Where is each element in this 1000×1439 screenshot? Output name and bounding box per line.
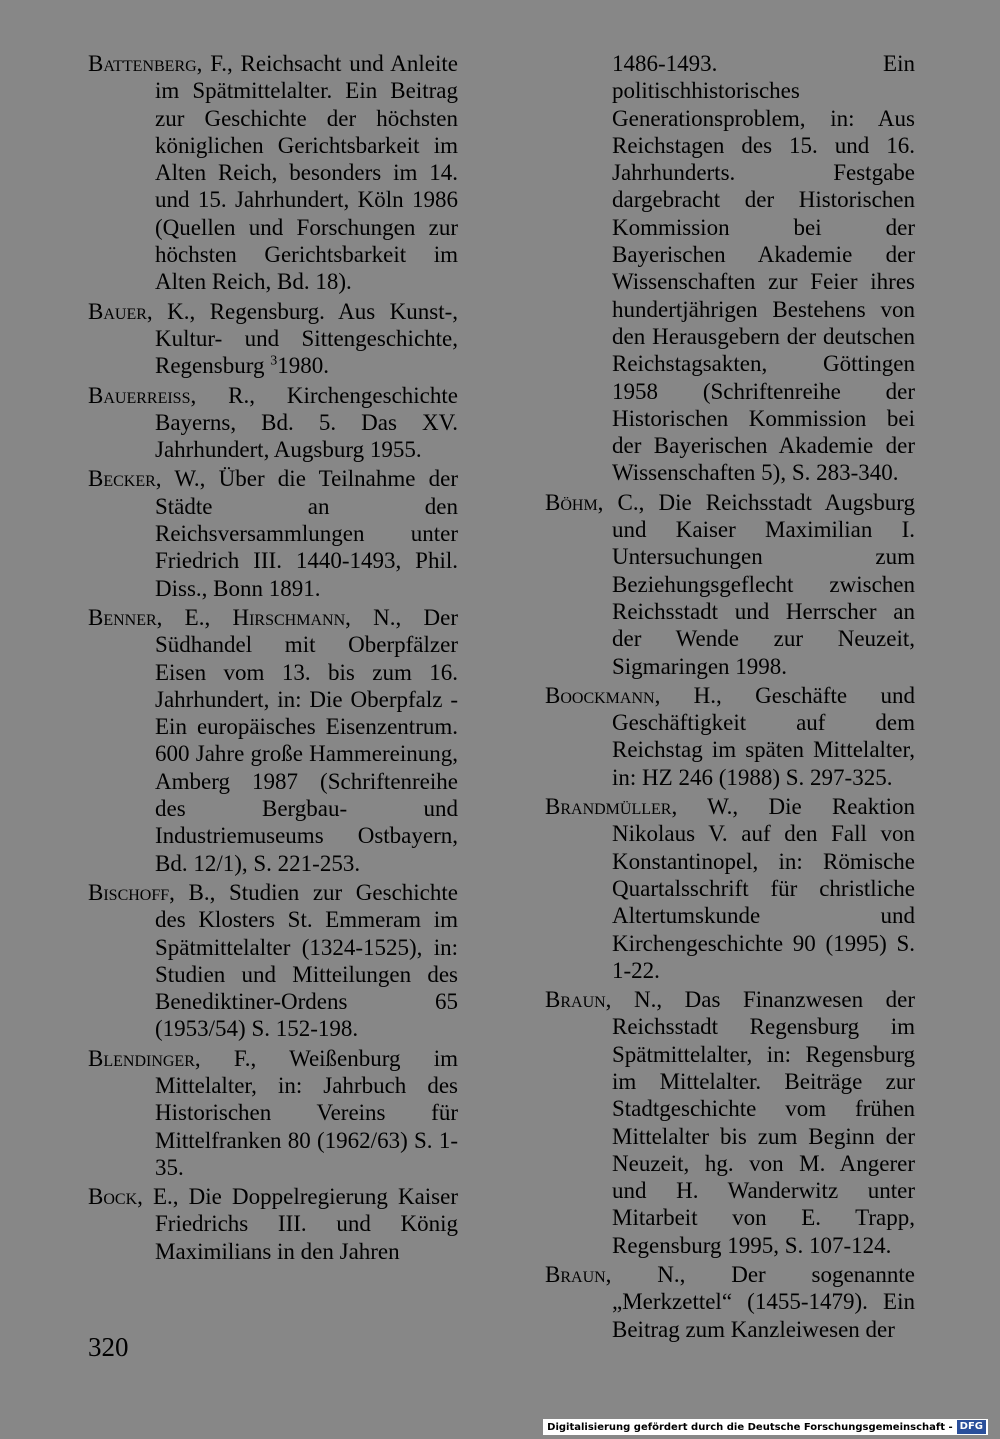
entry-author: Battenberg, F., <box>88 51 233 76</box>
left-column <box>88 50 458 1267</box>
entry-text: Regensburg. Aus Kunst-, Kultur- und Sittengeschichte, Regensburg <box>155 298 458 379</box>
bibliography-entry <box>88 50 458 296</box>
edition-superscript: 3 <box>270 353 278 369</box>
entry-text: Der sogenannte „Merkzettel“ (1455-1479). Ein Beitrag zum Kanzleiwesen der <box>612 1262 915 1342</box>
bibliography-entry <box>545 489 915 680</box>
bibliography-entry <box>88 879 458 1043</box>
bibliography-entry <box>88 604 458 877</box>
entry-text: Die Reichsstadt Augsburg und Kaiser Maximilian I. Untersuchungen zum Beziehungsgeflecht zwischen Reichsstadt und Herrscher an der Wende zur Neuzeit, Sigmaringen 1998. <box>612 489 915 679</box>
bibliography-entry <box>88 465 458 601</box>
entry-text: Studien zur Geschichte des Klosters St. Emmeram im Spätmittelalter (1324-1525), in: Studien und Mitteilungen des Benediktiner-Ordens 65 (1953/54) S. 152-198. <box>155 879 458 1042</box>
bibliography-entry <box>545 986 915 1259</box>
entry-text: Der Südhandel mit Oberpfälzer Eisen vom 13. bis zum 16. Jahrhundert, in: Die Oberpfalz - Ein europäisches Eisenzentrum. 600 Jahre große Hammereinung, Amberg 1987 (Schriftenreihe des Bergbau- und Industriemuseums Ostbayern, Bd. 12/1), S. 221-253. <box>155 604 458 876</box>
entry-text: Über die Teilnahme der Städte an den Reichsversammlungen unter Friedrich III. 1440-1493, Phil. Diss., Bonn 1891. <box>155 466 458 601</box>
bibliography-entry <box>545 682 915 791</box>
entry-author: Braun, N., <box>545 987 663 1013</box>
page-number: 320 <box>88 1332 129 1362</box>
entry-author: Bauerreiss, R., <box>88 382 255 408</box>
digitization-footer <box>543 1419 988 1435</box>
entry-text: Geschäfte und Geschäftigkeit auf dem Reichstag im späten Mittelalter, in: HZ 246 (1988) S. 297-325. <box>612 682 915 790</box>
entry-author: Bischoff, B., <box>88 879 216 905</box>
entry-author: Blendinger, F., <box>88 1045 257 1071</box>
entry-author: Brandmüller, W., <box>545 794 739 820</box>
bibliography-entry <box>88 1045 458 1181</box>
entry-text: Die Doppelregierung Kaiser Friedrichs III. und König Maximilians in den Jahren <box>155 1184 458 1264</box>
entry-author: Becker, W., <box>88 466 206 492</box>
bibliography-entry <box>88 1183 458 1265</box>
bibliography-entry <box>88 382 458 464</box>
bibliography-entry <box>545 793 915 984</box>
entry-text: Das Finanzwesen der Reichsstadt Regensburg im Spätmittelalter, in: Regensburg im Mittelalter. Beiträge zur Stadtgeschichte vom frühen Mittelalter bis zum Beginn der Neuzeit, hg. von M. Angerer und H. Wanderwitz unter Mitarbeit von E. Trapp, Regensburg 1995, S. 107-124. <box>612 987 915 1258</box>
footer-text: Digitalisierung gefördert durch die Deutsche Forschungsgemeinschaft - <box>547 1421 953 1433</box>
entry-author: Braun, N., <box>545 1262 686 1288</box>
entry-author: Benner, E., Hirschmann, N., <box>88 604 402 630</box>
bibliography-entry-continuation: 1486-1493. Ein politischhistorisches Generationsproblem, in: Aus Reichstagen des 15. und 16. Jahrhunderts. Festgabe dargebracht der Historischen Kommission bei der Bayerischen Akademie der Wissenschaften zur Feier ihres hundertjährigen Bestehens von den Herausgebern der deutschen Reichstagsakten, Göttingen 1958 (Schriftenreihe der Historischen Kommission bei der Bayerischen Akademie der Wissenschaften 5), S. 283-340. <box>612 51 915 486</box>
entry-author: Böhm, C., <box>545 489 645 515</box>
entry-author: Bock, E., <box>88 1184 179 1210</box>
bibliography-entry <box>545 1261 915 1343</box>
entry-text: Reichsacht und Anleite im Spätmittelalter. Ein Beitrag zur Geschichte der höchsten königlichen Gerichtsbarkeit im Alten Reich, besonders im 14. und 15. Jahrhundert, Köln 1986 (Quellen und Forschungen zur höchsten Gerichtsbarkeit im Alten Reich, Bd. 18). <box>155 51 458 295</box>
entry-text: Weißenburg im Mittelalter, in: Jahrbuch des Historischen Vereins für Mittelfranken 80 (1962/63) S. 1-35. <box>155 1045 458 1180</box>
right-column <box>545 50 915 1345</box>
entry-text: Kirchengeschichte Bayerns, Bd. 5. Das XV. Jahrhundert, Augsburg 1955. <box>155 382 458 463</box>
entry-author: Bauer, K., <box>88 298 196 324</box>
entry-text: Die Reaktion Nikolaus V. auf den Fall von Konstantinopel, in: Römische Quartalsschrift für christliche Altertumskunde und Kirchengeschichte 90 (1995) S. 1-22. <box>612 794 915 983</box>
entry-author: Boockmann, H., <box>545 682 722 708</box>
bibliography-entry <box>88 298 458 380</box>
dfg-logo: DFG <box>957 1420 986 1434</box>
entry-text: 1980. <box>277 353 329 379</box>
